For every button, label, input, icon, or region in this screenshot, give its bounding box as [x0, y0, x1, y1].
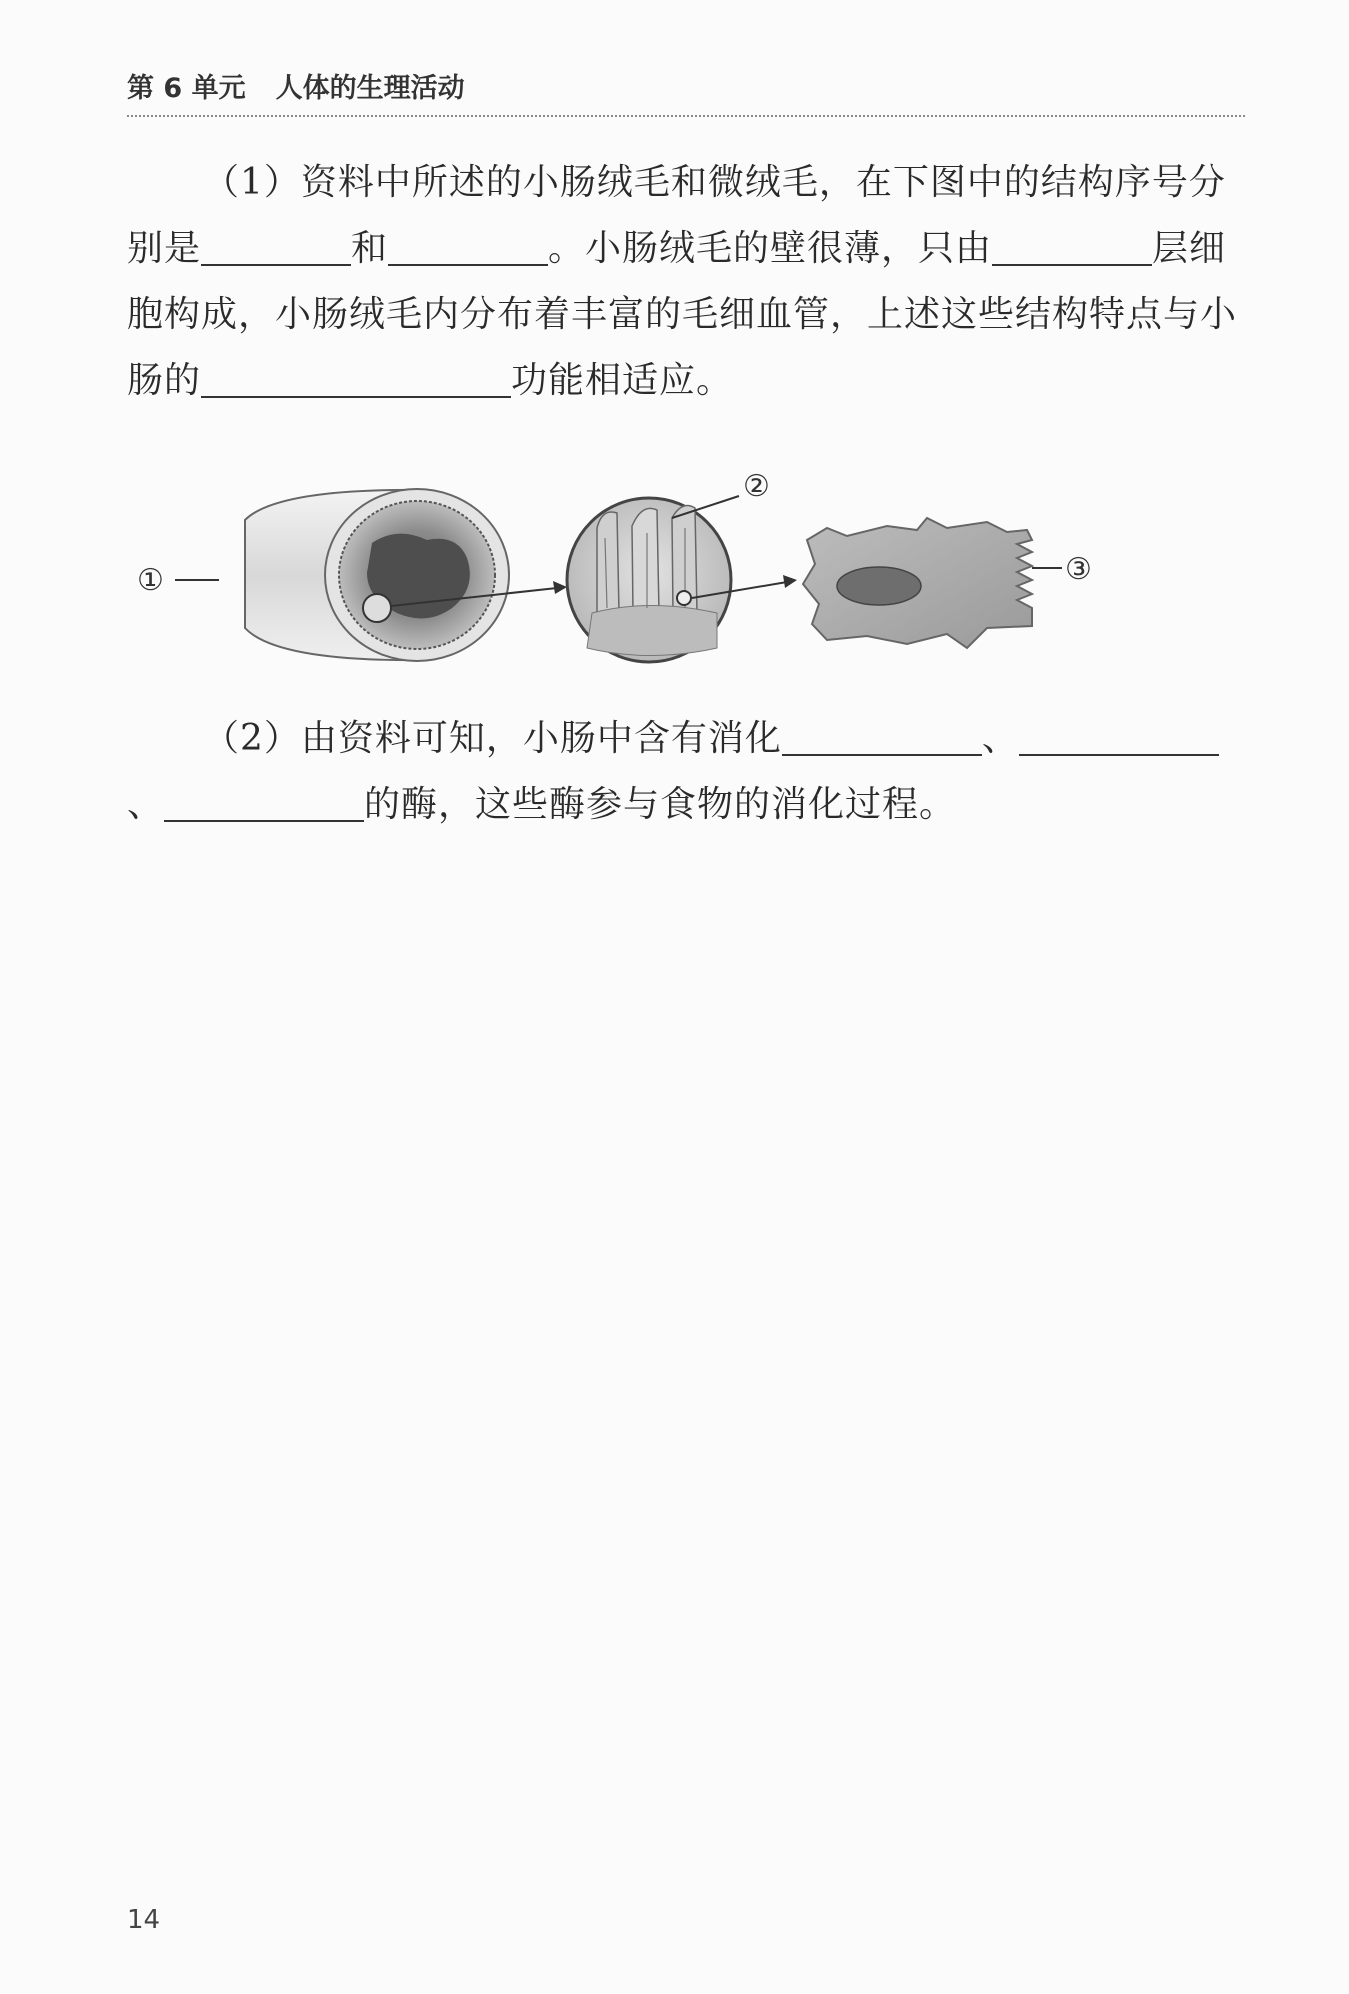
answer-blank-3[interactable]: [992, 230, 1152, 266]
svg-text:③: ③: [1065, 552, 1092, 587]
figure-drawing: [127, 448, 1247, 688]
q2-text-2: 的酶，这些酶参与食物的消化过程。: [364, 784, 957, 825]
q2-separator-2: 、: [127, 784, 165, 825]
svg-text:②: ②: [743, 469, 770, 504]
intestine-structure-figure: [127, 448, 1247, 688]
unit-label: 第 6 单元: [127, 73, 246, 104]
page-number: 14: [127, 1905, 161, 1935]
answer-blank-7[interactable]: [164, 786, 364, 822]
q2-separator-1: 、: [981, 718, 1019, 759]
q1-text-5: 功能相适应。: [511, 360, 734, 401]
epithelial-cell: [803, 518, 1032, 648]
q1-text-1: 资料中所述的小肠绒毛和微绒毛，在下图中的结构序号分别是: [127, 162, 1226, 269]
label-1: [137, 563, 219, 598]
q1-text-2: 和: [351, 228, 389, 269]
question-2: [127, 706, 1247, 838]
q1-text-4: 层细胞构成，小肠绒毛内分布着丰富的毛细血管，上述这些结构特点与小肠的: [127, 228, 1238, 401]
answer-blank-4[interactable]: [201, 362, 511, 398]
running-header: [127, 66, 1245, 117]
villus-magnified-view: [567, 498, 731, 662]
q1-number: （1）: [203, 162, 301, 203]
q1-text-3: 。小肠绒毛的壁很薄，只由: [548, 228, 993, 269]
unit-title: 人体的生理活动: [275, 73, 465, 104]
q2-number: （2）: [203, 718, 301, 759]
answer-blank-6[interactable]: [1019, 720, 1219, 756]
answer-blank-1[interactable]: [201, 230, 351, 266]
answer-blank-5[interactable]: [782, 720, 982, 756]
svg-text:①: ①: [137, 563, 164, 598]
q2-text-1: 由资料可知，小肠中含有消化: [300, 718, 782, 759]
label-3: [1032, 552, 1092, 587]
small-intestine-tube: [245, 489, 509, 661]
question-1: [127, 150, 1247, 414]
answer-blank-2[interactable]: [388, 230, 548, 266]
